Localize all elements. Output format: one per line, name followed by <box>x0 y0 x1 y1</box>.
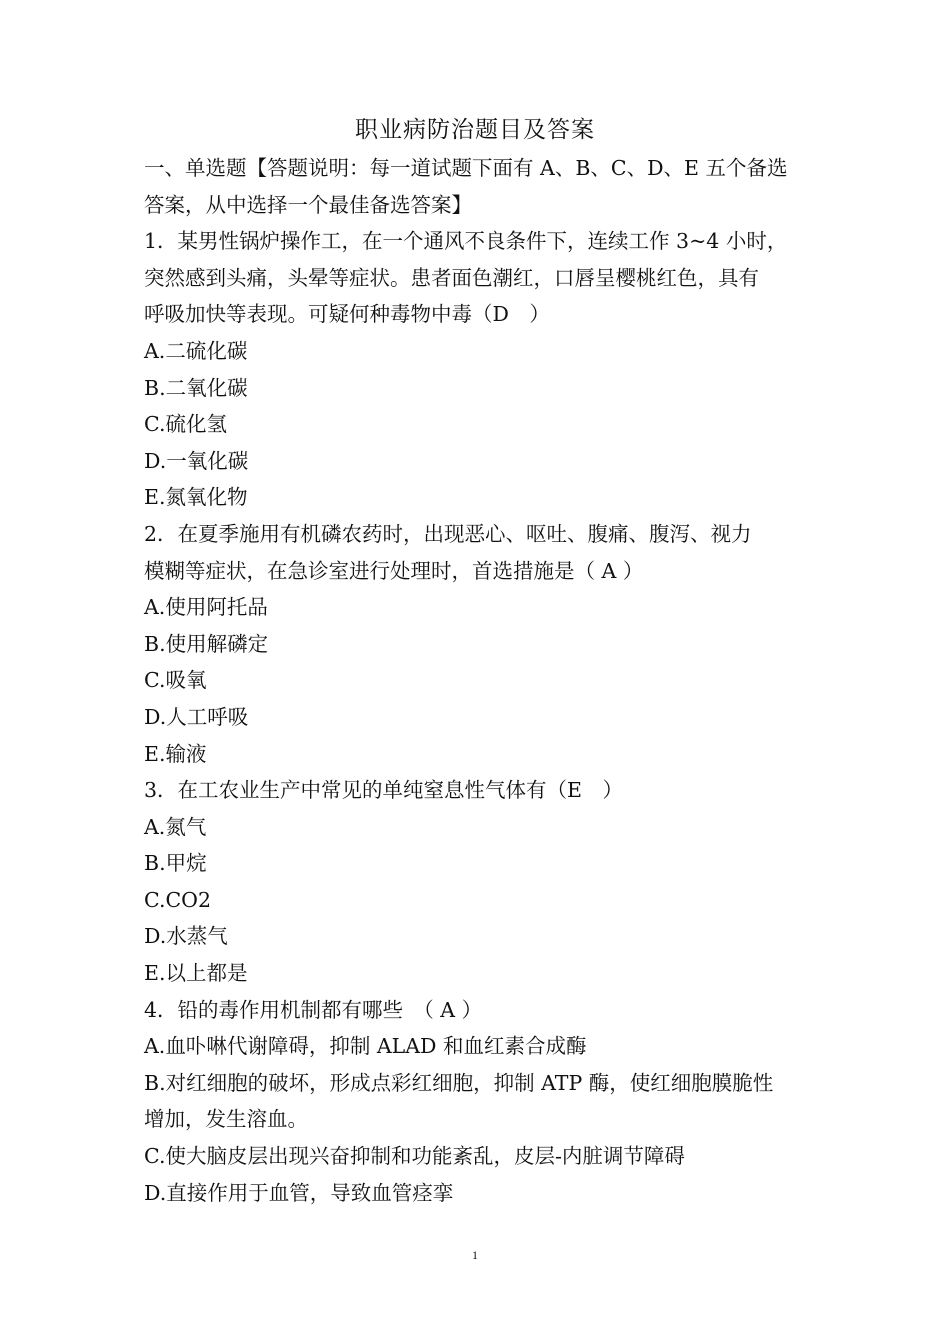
text-line: 一、单选题【答题说明：每一道试题下面有 A、B、C、D、E 五个备选 <box>144 156 788 180</box>
text-line: 答案，从中选择一个最佳备选答案】 <box>144 192 472 217</box>
option-e: E.以上都是 <box>144 961 248 986</box>
option-d: D.直接作用于血管，导致血管痉挛 <box>144 1180 454 1205</box>
option-a: A.血卟啉代谢障碍，抑制 ALAD 和血红素合成酶 <box>144 1034 587 1059</box>
option-d: D.人工呼吸 <box>144 704 249 729</box>
option-e: E.输液 <box>144 741 207 766</box>
option-a: A.二硫化碳 <box>144 338 248 363</box>
question-4: 4．铅的毒作用机制都有哪些 （ A ） <box>144 997 483 1022</box>
option-d: D.水蒸气 <box>144 924 228 949</box>
option-e: E.氮氧化物 <box>144 485 248 510</box>
option-b: B.二氧化碳 <box>144 375 248 400</box>
text-line: 增加，发生溶血。 <box>144 1107 308 1132</box>
option-a: A.氮气 <box>144 814 207 839</box>
option-c: C.吸氧 <box>144 668 207 693</box>
option-c: C.使大脑皮层出现兴奋抑制和功能紊乱，皮层-内脏调节障碍 <box>144 1144 685 1169</box>
text-line: 呼吸加快等表现。可疑何种毒物中毒（D ） <box>144 302 550 327</box>
option-b: B.使用解磷定 <box>144 631 269 656</box>
question-3: 3．在工农业生产中常见的单纯窒息性气体有（E ） <box>144 778 624 803</box>
option-c: C.硫化氢 <box>144 412 227 437</box>
document-title: 职业病防治题目及答案 <box>355 117 595 143</box>
text-line: 模糊等症状，在急诊室进行处理时，首选措施是（ A ） <box>144 558 644 583</box>
option-d: D.一氧化碳 <box>144 448 249 473</box>
option-b: B.甲烷 <box>144 851 207 876</box>
question-2: 2．在夏季施用有机磷农药时，出现恶心、呕吐、腹痛、腹泻、视力 <box>144 521 752 546</box>
option-c: C.CO2 <box>144 887 212 912</box>
text-line: 突然感到头痛，头晕等症状。患者面色潮红，口唇呈樱桃红色，具有 <box>144 265 759 290</box>
option-b: B.对红细胞的破坏，形成点彩红细胞，抑制 ATP 酶，使红细胞膜脆性 <box>144 1070 774 1095</box>
option-a: A.使用阿托品 <box>144 595 268 620</box>
page-number: 1 <box>472 1248 478 1262</box>
question-1: 1．某男性锅炉操作工，在一个通风不良条件下，连续工作 3~4 小时， <box>144 229 788 254</box>
document-body <box>144 150 814 1211</box>
